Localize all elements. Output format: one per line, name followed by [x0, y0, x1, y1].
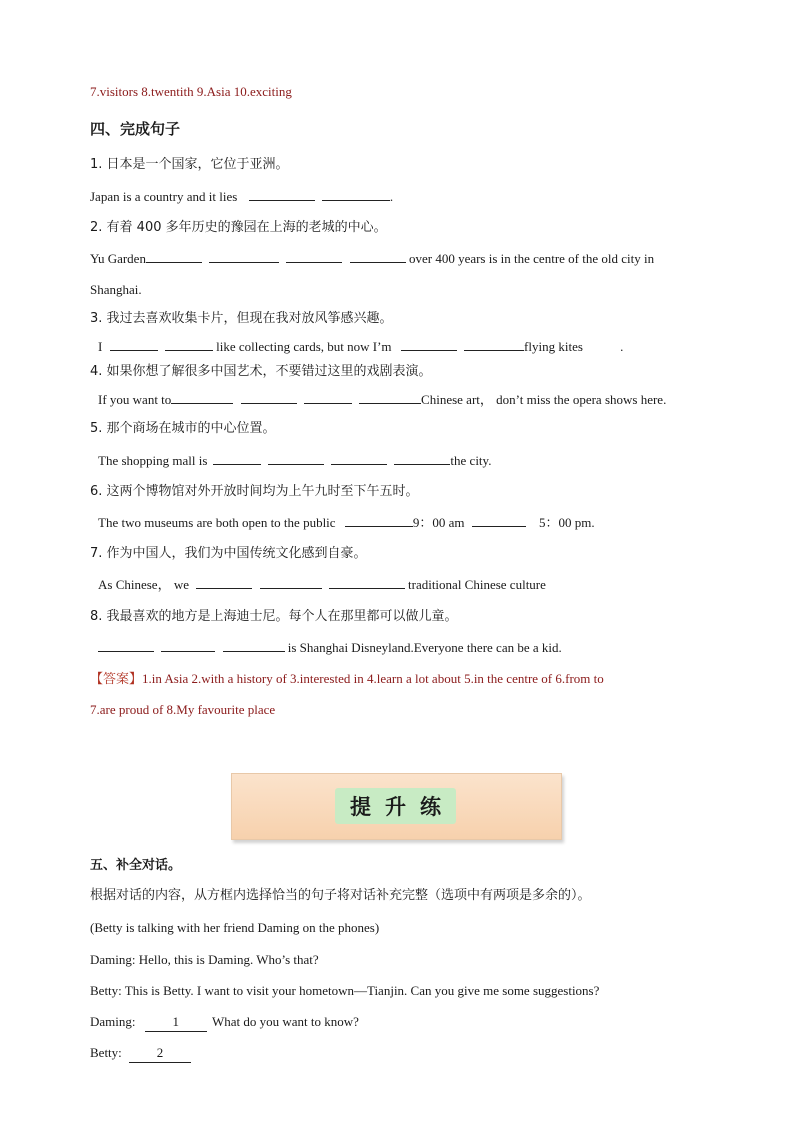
sentence-text: As Chinese， we	[98, 577, 189, 592]
sentence-text: If you want to	[98, 392, 172, 407]
speaker: Daming:	[90, 1014, 136, 1029]
sentence-text: is Shanghai Disneyland.Everyone there can be a kid.	[287, 640, 562, 655]
sentence-text: I	[98, 339, 103, 354]
question-cn: 1. 日本是一个国家，它位于亚洲。	[90, 157, 289, 172]
dialogue-line: Daming: Hello, this is Daming. Who’s that?	[90, 952, 319, 967]
question-en	[98, 452, 491, 470]
question-cn: 6. 这两个博物馆对外开放时间均为上午九时至下午五时。	[90, 484, 419, 499]
answer-blank[interactable]	[110, 338, 158, 351]
instruction-text: 根据对话的内容，从方框内选择恰当的句子将对话补充完整（选项中有两项是多余的）。	[90, 888, 591, 903]
answer-blank[interactable]	[171, 391, 233, 404]
answer-blank[interactable]	[165, 338, 213, 351]
answer-key-line: 7.are proud of 8.My favourite place	[90, 702, 276, 717]
section-title: 四、完成句子	[90, 120, 181, 138]
answer-blank[interactable]	[260, 576, 322, 589]
sentence-text: the city.	[450, 453, 492, 468]
banner-title: 提升练	[350, 795, 455, 819]
question-cn: 8. 我最喜欢的地方是上海迪士尼。每个人在那里都可以做儿童。	[90, 609, 458, 624]
answer-blank[interactable]	[304, 391, 352, 404]
answer-blank[interactable]	[472, 514, 526, 527]
dialogue-text: What do you want to know?	[212, 1014, 359, 1029]
sentence-text: Japan is a country and it lies	[90, 189, 238, 204]
sentence-text: The shopping mall is	[98, 453, 208, 468]
answer-blank[interactable]	[350, 250, 406, 263]
question-en	[98, 338, 623, 356]
question-en	[98, 576, 546, 594]
question-en	[90, 188, 393, 206]
sentence-text: Yu Garden	[90, 251, 146, 266]
question-en	[98, 514, 595, 532]
dialogue-line: Betty: This is Betty. I want to visit your hometown—Tianjin. Can you give me some suggestions?	[90, 983, 600, 998]
sentence-text: flying kites	[524, 339, 583, 354]
answer-blank[interactable]	[241, 391, 297, 404]
answer-blank[interactable]	[359, 391, 421, 404]
answer-blank[interactable]	[268, 452, 324, 465]
sentence-text: like collecting cards, but now I’m	[216, 339, 392, 354]
question-cn: 2. 有着 400 多年历史的豫园在上海的老城的中心。	[90, 220, 387, 235]
question-cn: 3. 我过去喜欢收集卡片，但现在我对放风筝感兴趣。	[90, 311, 393, 326]
answer-blank[interactable]	[401, 338, 457, 351]
answer-blank[interactable]	[322, 188, 390, 201]
banner-label-box	[335, 788, 456, 824]
question-cn: 5. 那个商场在城市的中心位置。	[90, 421, 276, 436]
sentence-text: Chinese art， don’t miss the opera shows here.	[421, 392, 667, 407]
question-en	[98, 639, 562, 657]
sentence-text: over 400 years is in the centre of the old city in	[408, 251, 655, 266]
dialogue-context: (Betty is talking with her friend Daming on the phones)	[90, 920, 380, 935]
answer-blank[interactable]	[394, 452, 450, 465]
question-cn: 4. 如果你想了解很多中国艺术，不要错过这里的戏剧表演。	[90, 364, 432, 379]
answer-blank[interactable]	[161, 639, 215, 652]
practice-banner	[231, 773, 562, 840]
answer-blank[interactable]	[98, 639, 154, 652]
previous-answers: 7.visitors 8.twentith 9.Asia 10.exciting	[90, 84, 292, 99]
sentence-text: The two museums are both open to the public	[98, 515, 336, 530]
dialogue-line	[90, 1013, 359, 1032]
question-cn: 7. 作为中国人，我们为中国传统文化感到自豪。	[90, 546, 367, 561]
answer-blank[interactable]	[223, 639, 285, 652]
section-title: 五、补全对话。	[90, 858, 182, 873]
sentence-text: traditional Chinese culture	[408, 577, 546, 592]
answer-blank[interactable]	[196, 576, 252, 589]
answer-blank[interactable]	[286, 250, 342, 263]
answer-key-line	[90, 670, 604, 689]
question-en	[90, 250, 654, 268]
answer-blank[interactable]	[329, 576, 405, 589]
answer-blank[interactable]	[209, 250, 279, 263]
sentence-text: .	[620, 339, 624, 354]
answer-blank[interactable]	[146, 250, 202, 263]
answer-blank-2[interactable]: 2	[129, 1044, 191, 1063]
answer-blank[interactable]	[249, 188, 315, 201]
sentence-text: .	[389, 189, 394, 204]
dialogue-line	[90, 1044, 191, 1063]
answer-label: 【答案】	[90, 672, 143, 687]
speaker: Betty:	[90, 1045, 122, 1060]
answer-text: 1.in Asia 2.with a history of 3.interested in 4.learn a lot about 5.in the centre of 6.from to	[142, 671, 604, 686]
sentence-text: 9：00 am	[412, 515, 465, 530]
answer-blank[interactable]	[213, 452, 261, 465]
question-en-cont: Shanghai.	[90, 282, 142, 297]
answer-blank[interactable]	[464, 338, 524, 351]
answer-blank[interactable]	[345, 514, 413, 527]
answer-blank[interactable]	[331, 452, 387, 465]
sentence-text: 5：00 pm.	[538, 515, 595, 530]
answer-blank-1[interactable]: 1	[145, 1013, 207, 1032]
question-en	[98, 391, 666, 409]
